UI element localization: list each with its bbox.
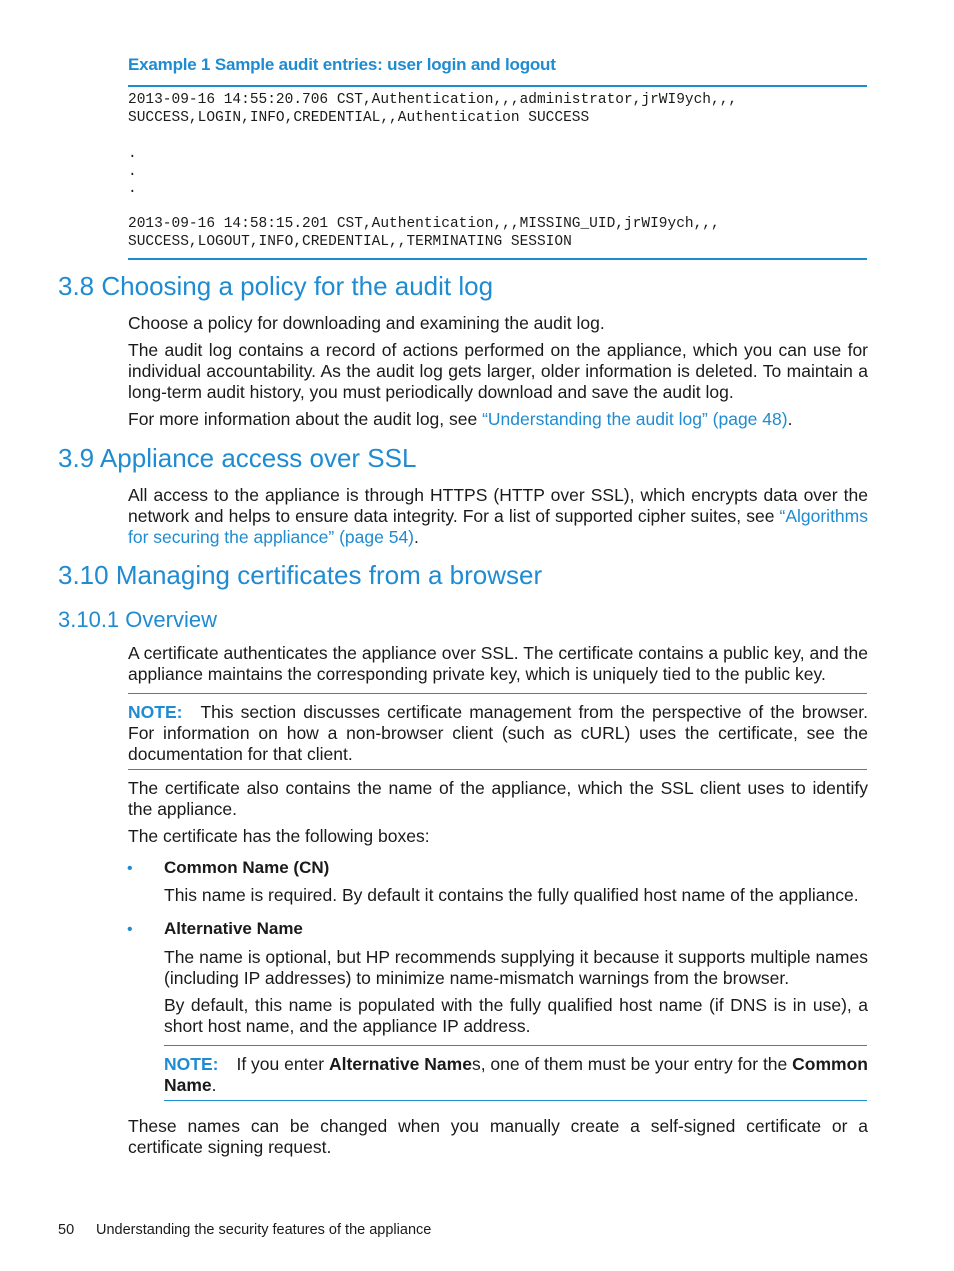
section-3-10-paragraph-3: The certificate has the following boxes: [128,826,430,846]
bullet-1-description: This name is required. By default it contains the fully qualified host name of the appliance. [164,885,859,905]
section-3-10-paragraph-1: A certificate authenticates the appliance over SSL. The certificate contains a public key, and the appliance maintains the corresponding private key, which is uniquely tied to the public key. [128,643,868,684]
section-3-10-1-heading: 3.10.1 Overview [58,607,217,632]
note-2-text-end: . [211,1075,217,1095]
note-1-top-rule [128,693,867,694]
bullet-2-marker: • [127,921,133,938]
paragraph-end: . [787,409,793,429]
audit-entry-1-line-1: 2013-09-16 14:55:20.706 CST,Authentication,,,administrator,jrWI9ych,,, [128,92,738,108]
paragraph-text: All access to the appliance is through HTTPS (HTTP over SSL), which encrypts data over the network and helps to ensure data integrity. For a list of supported cipher suites, see [128,485,868,526]
bullet-2-description-1: The name is optional, but HP recommends supplying it because it supports multiple names (including IP addresses) to minimize name-mismatch warnings from the browser. [164,947,868,988]
note-2-text-pre: If you enter [236,1054,329,1074]
note-1-text: This section discusses certificate management from the perspective of the browser. For information on how a non-browser client (such as cURL) uses the certificate, see the documentation for that client. [128,702,868,764]
audit-entry-2-line-1: 2013-09-16 14:58:15.201 CST,Authentication,,,MISSING_UID,jrWI9ych,,, [128,216,720,232]
audit-entry-1 [128,92,737,127]
link-understanding-audit-log[interactable]: “Understanding the audit log” (page 48) [482,409,788,429]
note-2-bold-alternative-name: Alternative Name [328,1054,472,1074]
audit-entry-2-line-2: SUCCESS,LOGOUT,INFO,CREDENTIAL,,TERMINATING SESSION [128,233,572,250]
note-1 [128,702,868,765]
example-top-rule [128,85,867,87]
section-3-10-paragraph-4: These names can be changed when you manually create a self-signed certificate or a certificate signing request. [128,1116,868,1157]
dot: . [128,181,137,197]
audit-entry-1-line-2: SUCCESS,LOGIN,INFO,CREDENTIAL,,Authentication SUCCESS [128,109,590,126]
section-3-9-paragraph-1 [128,485,868,548]
section-3-8-paragraph-2: The audit log contains a record of actions performed on the appliance, which you can use for individual accountability. As the audit log gets larger, older information is deleted. To maintain a long-term audit history, you must periodically download and save the audit log. [128,340,868,402]
note-2-bottom-rule [164,1100,867,1101]
note-1-bottom-rule [128,769,867,770]
note-1-label: NOTE: [128,702,183,722]
link-algorithms-for-securing[interactable]: “Algorithms for securing the appliance” (page 54) [128,506,868,547]
note-2-top-rule [164,1045,867,1046]
section-3-8-paragraph-1: Choose a policy for downloading and examining the audit log. [128,313,605,333]
section-3-10-heading: 3.10 Managing certificates from a browser [58,560,543,590]
note-2 [164,1054,868,1096]
section-3-9-heading: 3.9 Appliance access over SSL [58,443,417,473]
paragraph-end: . [414,527,419,547]
footer-page-number: 50 [58,1222,75,1238]
section-3-8-paragraph-3 [128,409,868,430]
dot: . [128,163,137,180]
example-title: Example 1 Sample audit entries: user login and logout [128,55,556,74]
section-3-10-paragraph-2: The certificate also contains the name of the appliance, which the SSL client uses to identify the appliance. [128,778,868,819]
example-bottom-rule [128,258,867,260]
bullet-2-description-2: By default, this name is populated with the fully qualified host name (if DNS is in use), a short host name, and the appliance IP address. [164,995,868,1036]
dot: . [128,146,137,162]
note-2-bold-common-name: Common Name [164,1054,868,1095]
ellipsis-dots [128,146,137,199]
footer-title: Understanding the security features of the appliance [96,1222,432,1238]
paragraph-text: For more information about the audit log, see [128,409,483,429]
note-2-label: NOTE: [164,1054,219,1074]
section-3-8-heading: 3.8 Choosing a policy for the audit log [58,271,494,301]
note-2-text-mid: s, one of them must be your entry for the [471,1054,793,1074]
bullet-1-term: Common Name (CN) [164,858,330,877]
bullet-1-marker: • [127,860,133,877]
bullet-2-term: Alternative Name [164,919,303,938]
audit-entry-2 [128,216,720,251]
